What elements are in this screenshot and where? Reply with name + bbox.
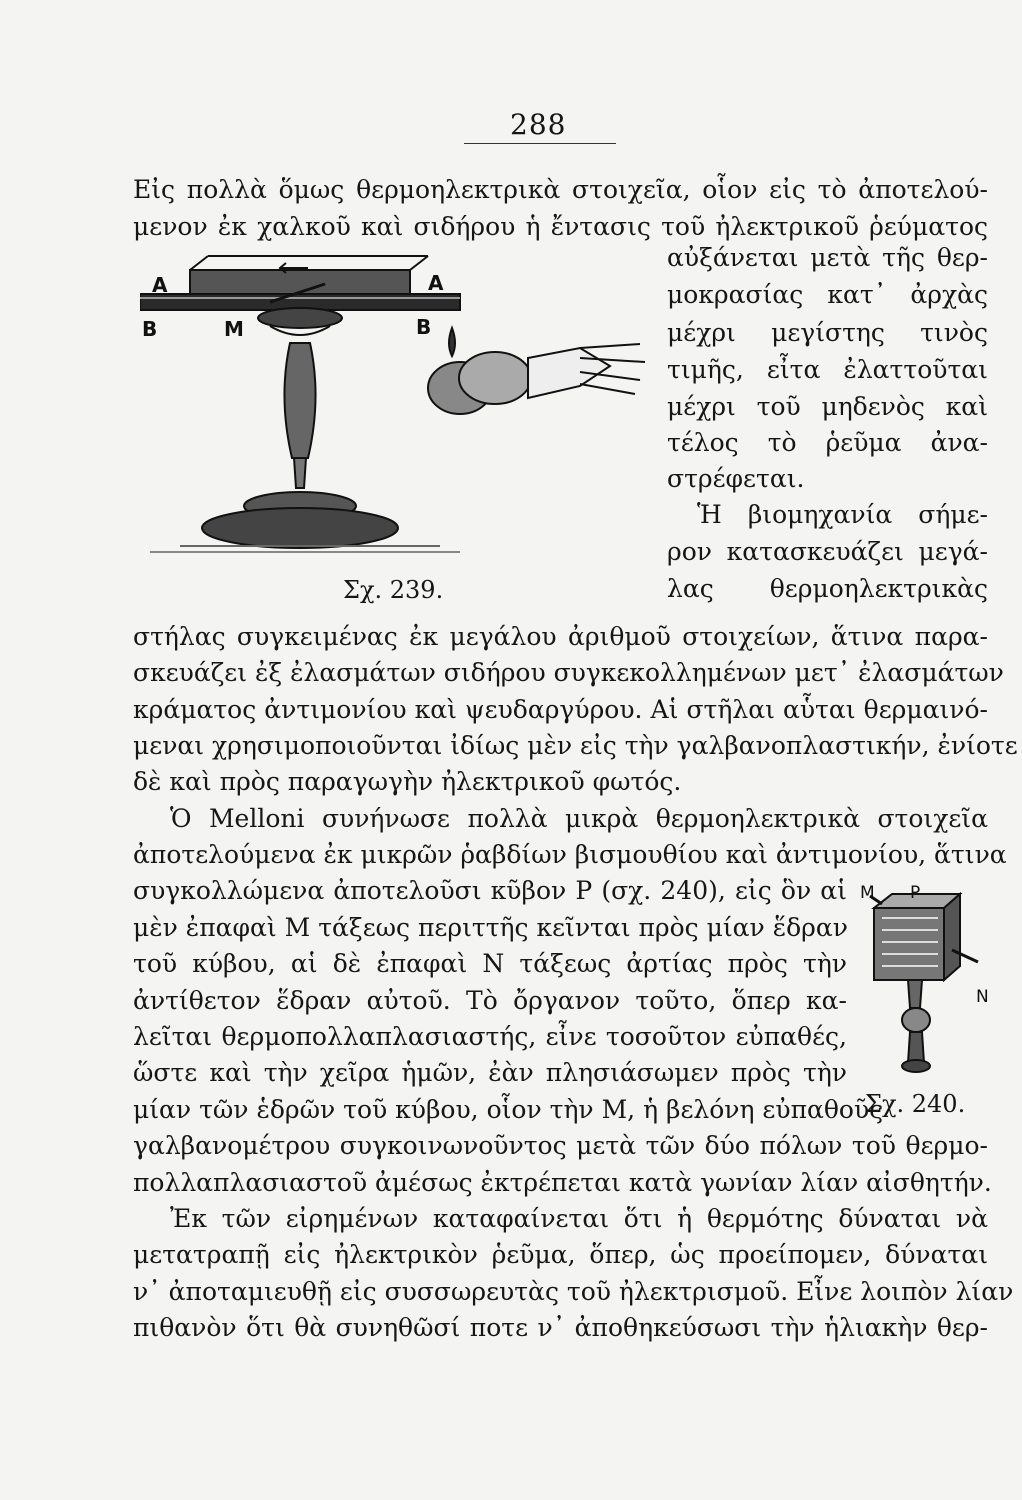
text-line: Ἐκ τῶν εἰρημένων καταφαίνεται ὅτι ἡ θερμότης δύναται νὰ — [170, 1204, 988, 1233]
text-line: μοκρασίας κατ᾿ ἀρχὰς — [667, 280, 988, 309]
text-line: αὐξάνεται μετὰ τῆς θερ- — [667, 243, 988, 272]
text-line: ἀντίθετον ἕδραν αὐτοῦ. Τὸ ὄργανον τοῦτο, ὅπερ κα- — [133, 986, 847, 1015]
figure-239-label-a-left: A — [152, 273, 168, 297]
text-line: ν᾿ ἀποταμιευθῇ εἰς συσσωρευτὰς τοῦ ἠλεκτρισμοῦ. Εἶνε λοιπὸν λίαν — [133, 1277, 1014, 1306]
text-line: πιθανὸν ὅτι θὰ συνηθῶσί ποτε ν᾿ ἀποθηκεύσωσι τὴν ἡλιακὴν θερ- — [133, 1313, 988, 1342]
text-line: μέχρι τοῦ μηδενὸς καὶ — [667, 392, 988, 421]
figure-240-label-m: M — [860, 883, 875, 903]
text-line: Εἰς πολλὰ ὅμως θερμοηλεκτρικὰ στοιχεῖα, οἷον εἰς τὸ ἀποτελού- — [133, 175, 988, 204]
figure-239-caption: Σχ. 239. — [343, 576, 444, 604]
figure-239-label-b-left: B — [142, 317, 158, 341]
text-line: ὥστε καὶ τὴν χεῖρα ἡμῶν, ἐὰν πλησιάσωμεν πρὸς τὴν — [133, 1058, 847, 1087]
text-line: λας θερμοηλεκτρικὰς — [667, 574, 988, 603]
text-line: μίαν τῶν ἑδρῶν τοῦ κύβου, οἷον τὴν Μ, ἡ βελόνη εὐπαθοῦς — [133, 1095, 884, 1124]
text-line: μετατραπῇ εἰς ἠλεκτρικὸν ῥεῦμα, ὅπερ, ὡς προείπομεν, δύναται — [133, 1240, 988, 1269]
text-line: Ἡ βιομηχανία σήμε- — [697, 500, 988, 529]
text-line: ρον κατασκευάζει μεγά- — [667, 537, 988, 566]
figure-240-label-n: N — [976, 987, 989, 1007]
text-line: γαλβανομέτρου συγκοινωνοῦντος μετὰ τῶν δύο πόλων τοῦ θερμο- — [133, 1131, 988, 1160]
page-number: 288 — [510, 108, 567, 141]
text-line: Ὁ Melloni συνήνωσε πολλὰ μικρὰ θερμοηλεκτρικὰ στοιχεῖα — [170, 804, 988, 833]
figure-239-thermoelectric-apparatus — [140, 248, 660, 578]
figure-240-thermomultiplier — [852, 878, 1002, 1083]
figure-240-label-p: P — [910, 883, 921, 903]
text-line: σκευάζει ἐξ ἐλασμάτων σιδήρου συγκεκολλημένων μετ᾿ ἐλασμάτων — [133, 658, 1004, 687]
page-number-rule — [464, 143, 616, 144]
text-line: συγκολλώμενα ἀποτελοῦσι κῦβον Ρ (σχ. 240), εἰς ὃν αἱ — [133, 876, 847, 905]
text-line: ἀποτελούμενα ἐκ μικρῶν ῥαβδίων βισμουθίου καὶ ἀντιμονίου, ἅτινα — [133, 840, 1007, 869]
figure-240-caption: Σχ. 240. — [865, 1090, 966, 1118]
text-line: μενον ἐκ χαλκοῦ καὶ σιδήρου ἡ ἔντασις τοῦ ἠλεκτρικοῦ ῥεύματος — [133, 212, 988, 241]
text-line: μέχρι μεγίστης τινὸς — [667, 318, 988, 347]
text-line: δὲ καὶ πρὸς παραγωγὴν ἠλεκτρικοῦ φωτός. — [133, 767, 682, 796]
text-line: μὲν ἐπαφαὶ Μ τάξεως περιττῆς κεῖνται πρὸς μίαν ἕδραν — [133, 913, 848, 942]
text-line: τέλος τὸ ῥεῦμα ἀνα- — [667, 428, 988, 457]
text-line: τιμῆς, εἶτα ἐλαττοῦται — [667, 355, 988, 384]
figure-239-label-m: M — [224, 317, 244, 341]
text-line: κράματος ἀντιμονίου καὶ ψευδαργύρου. Αἱ στῆλαι αὗται θερμαινό- — [133, 695, 988, 724]
text-line: στήλας συγκειμένας ἐκ μεγάλου ἀριθμοῦ στοιχείων, ἅτινα παρα- — [133, 622, 988, 651]
text-line: μεναι χρησιμοποιοῦνται ἰδίως μὲν εἰς τὴν γαλβανοπλαστικήν, ἐνίοτε — [133, 731, 1018, 760]
text-line: λεῖται θερμοπολλαπλασιαστής, εἶνε τοσοῦτον εὐπαθές, — [133, 1022, 847, 1051]
text-line: πολλαπλασιαστοῦ ἀμέσως ἐκτρέπεται κατὰ γωνίαν λίαν αἰσθητήν. — [133, 1168, 992, 1197]
figure-239-label-a-right: A — [428, 271, 444, 295]
text-line: στρέφεται. — [667, 464, 805, 493]
text-line: τοῦ κύβου, αἱ δὲ ἐπαφαὶ Ν τάξεως ἀρτίας πρὸς τὴν — [133, 949, 847, 978]
figure-239-label-b-right: B — [416, 315, 432, 339]
